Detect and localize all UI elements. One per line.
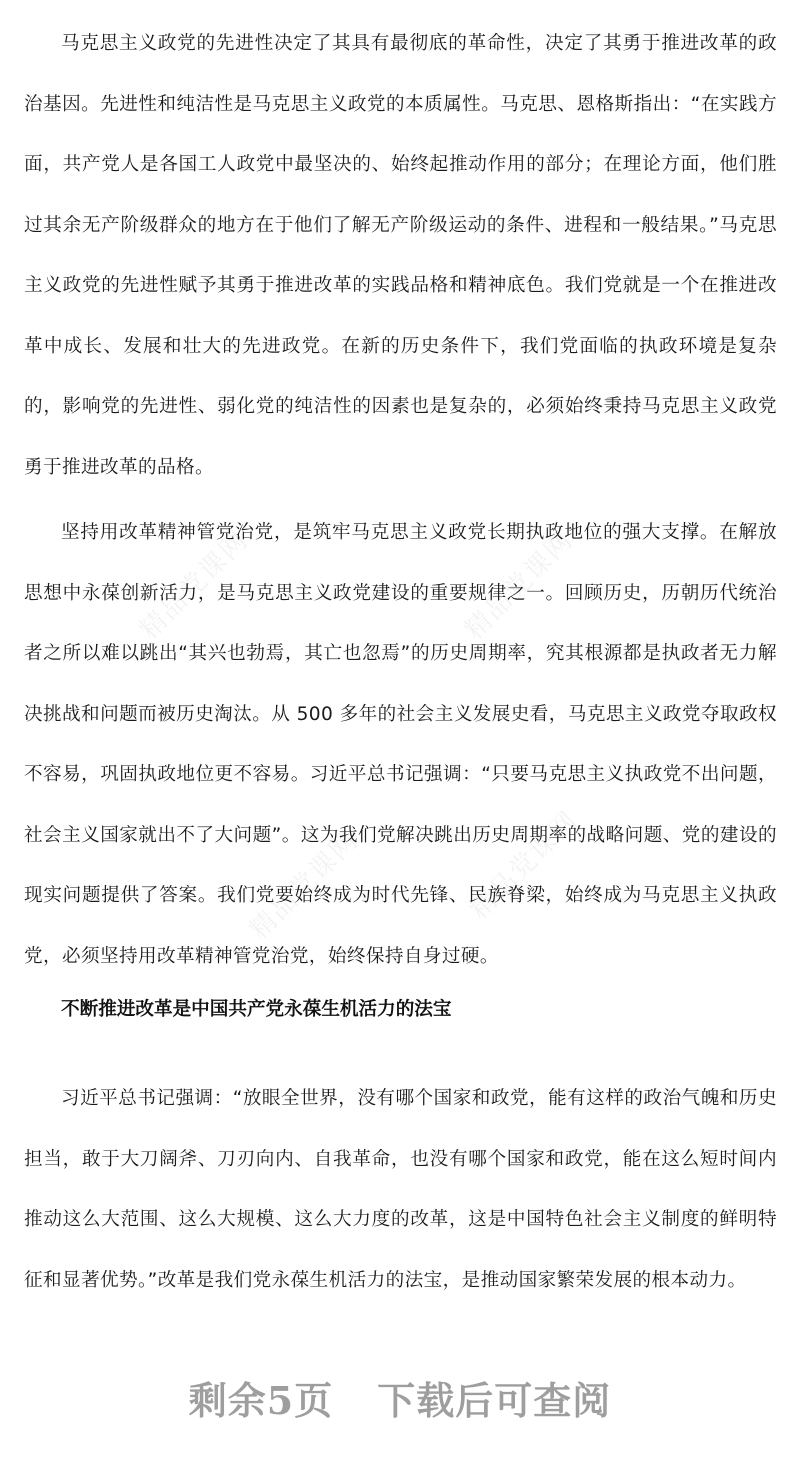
watermark-text: 精品党课网: [244, 825, 365, 946]
remaining-pages-label: 剩余5页: [188, 1378, 334, 1423]
watermark-text: 精品党课网: [134, 525, 255, 646]
section-heading: 不断推进改革是中国共产党永葆生机活力的法宝: [61, 999, 452, 1020]
body-paragraph-1: 马克思主义政党的先进性决定了其具有最彻底的革命性，决定了其勇于推进改革的政治基因。先进性和纯洁性是马克思主义政党的本质属性。马克思、恩格斯指出：“在实践方面，共产党人是各国工人政党中最坚决的、始终起推动作用的部分；在理论方面，他们胜过其余无产阶级群众的地方在于他们了解无产阶级运动的条件、进程和一般结果。”马克思主义政党的先进性赋予其勇于推进改革的实践品格和精神底色。我们党就是一个在推进改革中成长、发展和壮大的先进政党。在新的历史条件下，我们党面临的执政环境是复杂的，影响党的先进性、弱化党的纯洁性的因素也是复杂的，必须始终秉持马克思主义政党勇于推进改革的品格。: [24, 33, 777, 478]
watermark-text: 精品党课网: [464, 805, 585, 926]
body-paragraph-2: 坚持用改革精神管党治党，是筑牢马克思主义政党长期执政地位的强大支撑。在解放思想中永葆创新活力，是马克思主义政党建设的重要规律之一。回顾历史，历朝历代统治者之所以难以跳出“其兴也勃焉，其亡也忽焉”的历史周期率，究其根源都是执政者无力解决挑战和问题而被历史淘汰。从 500 多年的社会主义发展史看，马克思主义政党夺取政权不容易，巩固执政地位更不容易。习近平总书记强调：“只要马克思主义执政党不出问题，社会主义国家就出不了大问题”。这为我们党解决跳出历史周期率的战略问题、党的建设的现实问题提供了答案。我们党要始终成为时代先锋、民族脊梁，始终成为马克思主义执政党，必须坚持用改革精神管党治党，始终保持自身过硬。: [24, 522, 777, 967]
download-to-view-label: 下载后可查阅: [377, 1378, 612, 1423]
section-paragraph: 习近平总书记强调：“放眼全世界，没有哪个国家和政党，能有这样的政治气魄和历史担当，敢于大刀阔斧、刀刃向内、自我革命，也没有哪个国家和政党，能在这么短时间内推动这么大范围、这么大规模、这么大力度的改革，这是中国特色社会主义制度的鲜明特征和显著优势。”改革是我们党永葆生机活力的法宝，是推动国家繁荣发展的根本动力。: [24, 1088, 777, 1291]
download-prompt-banner[interactable]: [0, 1370, 800, 1425]
watermark-text: 精品党课网: [459, 525, 580, 646]
